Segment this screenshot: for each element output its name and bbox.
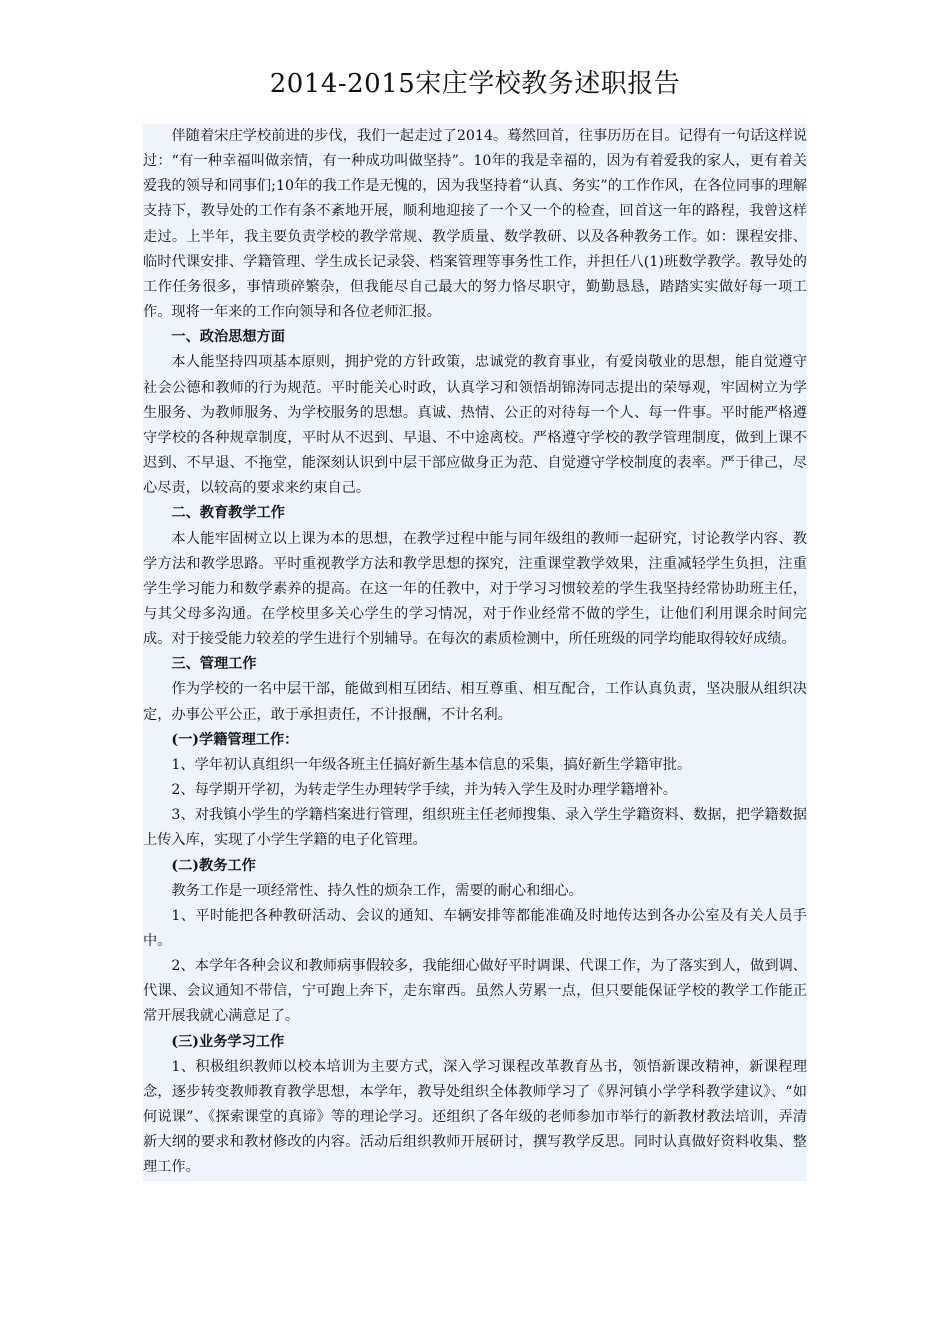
paragraph-intro: 伴随着宋庄学校前进的步伐，我们一起走过了2014。蓦然回首，往事历历在目。记得有一句话这样说过：“有一种幸福叫做亲情，有一种成功叫做坚持”。10年的我是幸福的，因为有着爱我的家人，更有着关爱我的领导和同事们;10年的我工作是无愧的，因为我坚持着“认真、务实”的工作作风，在各位同事的理解支持下，教导处的工作有条不紊地开展，顺利地迎接了一个又一个的检查，回首这一年的路程，我曾这样走过。上半年，我主要负责学校的教学常规、教学质量、数学教研、以及各种教务工作。如：课程安排、临时代课安排、学籍管理、学生成长记录袋、档案管理等事务性工作，并担任八(1)班数学教学。教导处的工作任务很多，事情琐碎繁杂，但我能尽自己最大的努力恪尽职守，勤勤恳恳，踏踏实实做好每一项工作。现将一年来的工作向领导和各位老师汇报。 [143, 128, 807, 321]
list-item: 1、学年初认真组织一年级各班主任搞好新生基本信息的采集，搞好新生学籍审批。 [171, 756, 692, 773]
paragraph-teaching: 本人能牢固树立以上课为本的思想，在教学过程中能与同年级组的教师一起研究，讨论教学内容、教学方法和教学思路。平时重视教学方法和教学思想的探究，注重课堂教学效果，注重减轻学生负担，注重学生学习能力和数学素养的提高。在这一年的任教中，对于学习习惯较差的学生我坚持经常协助班主任，与其父母多沟通。在学校里多关心学生的学习情况，对于作业经常不做的学生，让他们利用课余时间完成。对于接受能力较差的学生进行个别辅导。在每次的素质检测中，所任班级的同学均能取得较好成绩。 [143, 530, 807, 648]
section-heading-teaching: 二、教育教学工作 [171, 505, 285, 522]
document-title: 2014-2015宋庄学校教务述职报告 [269, 69, 681, 99]
paragraph-politics: 本人能坚持四项基本原则，拥护党的方针政策，忠诚党的教育事业，有爱岗敬业的思想，能自觉遵守社会公德和教师的行为规范。平时能关心时政，认真学习和领悟胡锦涛同志提出的荣辱观，牢固树立为学生服务、为教师服务、为学校服务的思想。真诚、热情、公正的对待每一个人、每一件事。平时能严格遵守学校的各种规章制度，平时从不迟到、早退、不中途离校。严格遵守学校的教学管理制度，做到上课不迟到、不早退、不拖堂，能深刻认识到中层干部应做身正为范、自觉遵守学校制度的表率。严于律己，尽心尽责，以较高的要求来约束自己。 [143, 354, 807, 497]
list-item: 2、本学年各种会议和教师病事假较多，我能细心做好平时调课、代课工作，为了落实到人，做到调、代课、会议通知不带信，宁可跑上奔下，走东窜西。虽然人劳累一点，但只要能保证学校的教学工作能正常开展我就心满意足了。 [143, 958, 807, 1025]
paragraph-management: 作为学校的一名中层干部，能做到相互团结、相互尊重、相互配合，工作认真负责，坚决服从组织决定，办事公平公正，敢于承担责任，不计报酬，不计名利。 [143, 681, 807, 723]
subsection-heading-professional-study: (三)业务学习工作 [171, 1033, 285, 1050]
list-item: 2、每学期开学初，为转走学生办理转学手续，并为转入学生及时办理学籍增补。 [171, 782, 677, 799]
list-item: 1、平时能把各种教研活动、会议的通知、车辆安排等都能准确及时地传达到各办公室及有关人员手中。 [143, 907, 807, 949]
subsection-heading-student-records: (一)学籍管理工作： [171, 731, 299, 748]
section-heading-politics: 一、政治思想方面 [171, 329, 285, 346]
list-item: 1、积极组织教师以校本培训为主要方式，深入学习课程改革教育丛书，领悟新课改精神，新课程理念，逐步转变教师教育教学思想，本学年，教导处组织全体教师学习了《界河镇小学学科教学建议》、“如何说课”、《探索课堂的真谛》等的理论学习。还组织了各年级的老师参加市举行的新教材教法培训，弄清新大纲的要求和教材修改的内容。活动后组织教师开展研讨，撰写教学反思。同时认真做好资料收集、整理工作。 [143, 1058, 807, 1176]
section-heading-management: 三、管理工作 [171, 656, 257, 673]
document-body [143, 124, 807, 1181]
subsection-heading-academic-affairs: (二)教务工作 [171, 857, 256, 874]
paragraph-academic-affairs: 教务工作是一项经常性、持久性的烦杂工作，需要的耐心和细心。 [171, 882, 583, 899]
list-item: 3、对我镇小学生的学籍档案进行管理，组织班主任老师搜集、录入学生学籍资料、数据，把学籍数据上传入库，实现了小学生学籍的电子化管理。 [143, 807, 807, 849]
